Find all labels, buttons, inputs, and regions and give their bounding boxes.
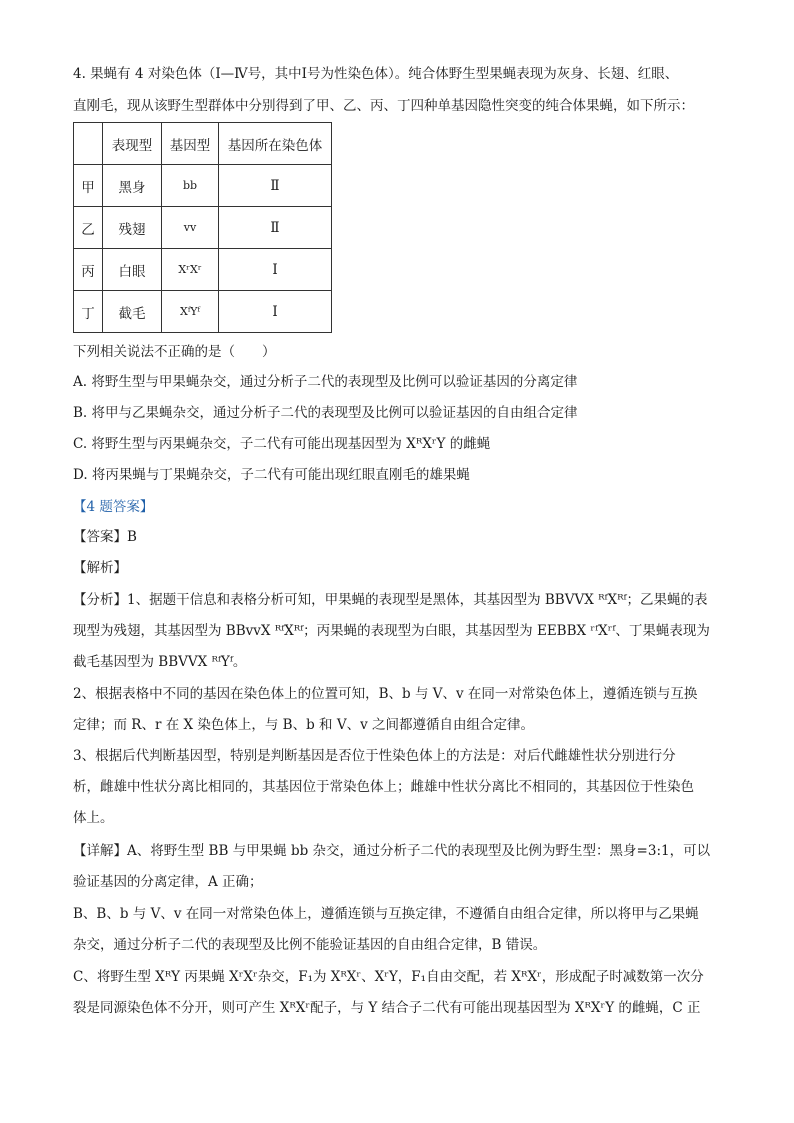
detail-line: 【详解】A、将野生型 BB 与甲果蝇 bb 杂交，通过分析子二代的表现型及比例为野生型：黑身=3:1，可以: [73, 843, 711, 859]
question-stem-line-2: 直刚毛，现从该野生型群体中分别得到了甲、乙、丙、丁四种单基因隐性突变的纯合体果蝇，如下所示：: [73, 98, 694, 114]
table-header-cell: [74, 123, 103, 165]
analysis-line: 3、根据后代判断基因型，特别是判断基因是否位于性染色体上的方法是：对后代雌雄性状分别进行分: [73, 748, 676, 764]
genotype-table: [73, 122, 332, 333]
chromosome-cell: Ⅰ: [219, 249, 332, 291]
table-row: [74, 207, 332, 249]
analysis-line: 截毛基因型为 BBVVX ᴿᶠYᶠ。: [73, 654, 247, 670]
genotype-cell: bb: [162, 165, 219, 207]
table-header-cell: 基因型: [162, 123, 219, 165]
analysis-line: 析，雌雄中性状分离比相同的，其基因位于常染色体上；雌雄中性状分离比不相同的，其基因位于性染色: [73, 779, 694, 795]
question-prompt: 下列相关说法不正确的是（ ）: [73, 344, 276, 360]
detail-line: 验证基因的分离定律，A 正确；: [73, 874, 263, 890]
row-label: 丁: [74, 291, 103, 333]
row-label: 甲: [74, 165, 103, 207]
detail-line: C、将野生型 XᴿY 丙果蝇 XʳXʳ杂交，F₁为 XᴿXʳ、XʳY，F₁自由交配，若 XᴿXʳ，形成配子时减数第一次分: [73, 969, 704, 985]
table-header-cell: 基因所在染色体: [219, 123, 332, 165]
table-row: [74, 249, 332, 291]
analysis-line: 体上。: [73, 810, 114, 826]
chromosome-cell: Ⅱ: [219, 207, 332, 249]
option-d: D. 将丙果蝇与丁果蝇杂交，子二代有可能出现红眼直刚毛的雄果蝇: [73, 467, 470, 483]
phenotype-cell: 残翅: [103, 207, 162, 249]
detail-line: 裂是同源染色体不分开，则可产生 XᴿXʳ配子，与 Y 结合子二代有可能出现基因型为 XᴿXʳY 的雌蝇，C 正: [73, 1000, 701, 1016]
question-stem-line-1: 4. 果蝇有 4 对染色体（Ⅰ—Ⅳ号，其中Ⅰ号为性染色体）。纯合体野生型果蝇表现为灰身、长翅、红眼、: [73, 66, 679, 82]
table-header-row: [74, 123, 332, 165]
genotype-cell: vv: [162, 207, 219, 249]
option-c: C. 将野生型与丙果蝇杂交，子二代有可能出现基因型为 XᴿXʳY 的雌蝇: [73, 436, 491, 452]
analysis-line: 【分析】1、据题干信息和表格分析可知，甲果蝇的表现型是黑体，其基因型为 BBVVX ᴿᶠXᴿᶠ；乙果蝇的表: [73, 592, 708, 608]
table-row: [74, 165, 332, 207]
answer-heading: 【4 题答案】: [73, 499, 154, 515]
option-b: B. 将甲与乙果蝇杂交，通过分析子二代的表现型及比例可以验证基因的自由组合定律: [73, 405, 578, 421]
detail-line: B、B、b 与 V、v 在同一对常染色体上，遵循连锁与互换定律，不遵循自由组合定律，所以将甲与乙果蝇: [73, 906, 699, 922]
detail-line: 杂交，通过分析子二代的表现型及比例不能验证基因的自由组合定律，B 错误。: [73, 937, 547, 953]
row-label: 丙: [74, 249, 103, 291]
table-header-cell: 表现型: [103, 123, 162, 165]
chromosome-cell: Ⅰ: [219, 291, 332, 333]
genotype-cell: XᶠYᶠ: [162, 291, 219, 333]
genotype-cell: XʳXʳ: [162, 249, 219, 291]
chromosome-cell: Ⅱ: [219, 165, 332, 207]
analysis-line: 现型为残翅，其基因型为 BBvvX ᴿᶠXᴿᶠ；丙果蝇的表现型为白眼，其基因型为 EEBBX ʳᶠXʳᶠ、丁果蝇表现为: [73, 623, 710, 639]
analysis-heading: 【解析】: [73, 560, 127, 576]
table-row: [74, 291, 332, 333]
answer-line: 【答案】B: [73, 529, 137, 545]
analysis-line: 2、根据表格中不同的基因在染色体上的位置可知，B、b 与 V、v 在同一对常染色体上，遵循连锁与互换: [73, 686, 698, 702]
phenotype-cell: 截毛: [103, 291, 162, 333]
option-a: A. 将野生型与甲果蝇杂交，通过分析子二代的表现型及比例可以验证基因的分离定律: [73, 374, 578, 390]
row-label: 乙: [74, 207, 103, 249]
phenotype-cell: 黑身: [103, 165, 162, 207]
analysis-line: 定律；而 R、r 在 X 染色体上，与 B、b 和 V、v 之间都遵循自由组合定律。: [73, 717, 534, 733]
phenotype-cell: 白眼: [103, 249, 162, 291]
